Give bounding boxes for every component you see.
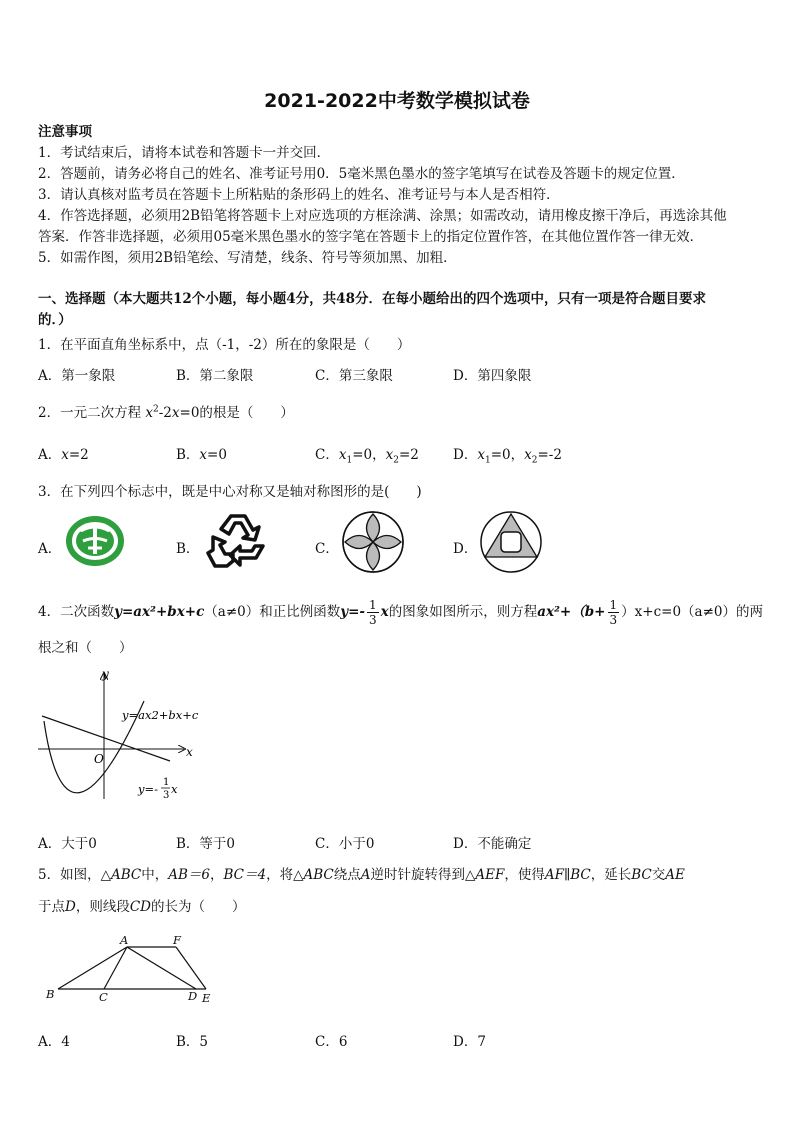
- green-food-logo-icon[interactable]: [64, 514, 126, 568]
- q2-option-d[interactable]: D．$x_1=0$，$x_2=-2$: [453, 447, 562, 466]
- point-b-label: B: [46, 987, 55, 1001]
- q5-option-a[interactable]: A．4: [38, 1034, 70, 1050]
- y-axis-label: y: [102, 667, 109, 681]
- q5-option-c[interactable]: C．6: [315, 1034, 348, 1050]
- q2-option-b[interactable]: B．x=0: [176, 447, 227, 463]
- q5-triangle-figure: [40, 930, 220, 1006]
- section-heading-cont: 的．）: [38, 312, 72, 328]
- q4-option-b[interactable]: B．等于0: [176, 836, 236, 852]
- q3-option-a[interactable]: A．: [38, 541, 62, 557]
- line-label-a: y=-: [138, 782, 159, 796]
- page-title: 2021-2022中考数学模拟试卷: [264, 90, 530, 112]
- question-1-stem: 1．在平面直角坐标系中，点（-1，-2）所在的象限是（ ）: [38, 337, 411, 353]
- q5-option-b[interactable]: B．5: [176, 1034, 209, 1050]
- notice-item-4: 4．作答选择题，必须用2B铅笔将答题卡上对应选项的方框涂满、涂黑；如需改动，请用橡皮擦干净后，再选涂其他: [38, 208, 727, 224]
- q4-option-c[interactable]: C．小于0: [315, 836, 375, 852]
- q5-option-d[interactable]: D．7: [453, 1034, 486, 1050]
- point-d-label: D: [188, 989, 198, 1003]
- point-c-label: C: [99, 990, 108, 1004]
- q1-option-a[interactable]: A．第一象限: [38, 368, 116, 384]
- four-petal-circle-logo-icon[interactable]: [340, 510, 406, 574]
- parabola-label: y=ax2+bx+c: [122, 708, 199, 722]
- question-4-stem: 4．二次函数y=ax²+bx+c（a≠0）和正比例函数y=- $\frac{1}{3}$ x的图象如图所示，则方程ax²+（b+ $\frac{1}{3}$ ）x+c=0（a≠0）的两: [38, 598, 763, 627]
- notice-heading: 注意事项: [38, 124, 92, 140]
- q1-option-d[interactable]: D．第四象限: [453, 368, 532, 384]
- q2-option-a[interactable]: A．x=2: [38, 447, 89, 463]
- q1-option-b[interactable]: B．第二象限: [176, 368, 254, 384]
- q3-option-d[interactable]: D．: [453, 541, 478, 557]
- triangle-in-circle-logo-icon[interactable]: [478, 510, 544, 574]
- line-label-b: x: [171, 782, 178, 796]
- notice-item-4-cont: 答案．作答非选择题，必须用05毫米黑色墨水的签字笔在答题卡上的指定位置作答，在其他位置作答一律无效．: [38, 229, 704, 245]
- q1-option-c[interactable]: C．第三象限: [315, 368, 393, 384]
- question-4-stem-cont: 根之和（ ）: [38, 640, 133, 656]
- q3-option-b[interactable]: B．: [176, 541, 200, 557]
- line-label-num: 1: [163, 777, 170, 788]
- q4-option-a[interactable]: A．大于0: [38, 836, 97, 852]
- q4-function-graph: [36, 664, 206, 804]
- origin-label: O: [94, 752, 104, 766]
- q2-option-c[interactable]: C．$x_1=0$，$x_2=2$: [315, 447, 419, 466]
- recycle-logo-icon[interactable]: [205, 510, 271, 572]
- x-axis-label: x: [186, 745, 193, 759]
- notice-item-5: 5．如需作图，须用2B铅笔绘、写清楚，线条、符号等须加黑、加粗．: [38, 250, 457, 266]
- notice-item-1: 1．考试结束后，请将本试卷和答题卡一并交回．: [38, 145, 331, 161]
- notice-item-2: 2．答题前，请务必将自己的姓名、准考证号用0．5毫米黑色墨水的签字笔填写在试卷及答题卡的规定位置．: [38, 166, 685, 182]
- point-f-label: F: [173, 933, 181, 947]
- point-a-label: A: [120, 933, 129, 947]
- question-5-stem-cont: 于点D，则线段CD的长为（ ）: [38, 899, 246, 915]
- question-2-stem: 2．一元二次方程 $x^2-2x=0$的根是（ ）: [38, 404, 294, 421]
- line-label-den: 3: [163, 790, 170, 801]
- section-heading: 一、选择题（本大题共12个小题，每小题4分，共48分．在每小题给出的四个选项中，只有一项是符合题目要求: [38, 291, 706, 307]
- notice-item-3: 3．请认真核对监考员在答题卡上所粘贴的条形码上的姓名、准考证号与本人是否相符．: [38, 187, 560, 203]
- question-5-stem: 5．如图，△ABC中，AB＝6，BC＝4，将△ABC绕点A逆时针旋转得到△AEF，使得AF∥BC，延长BC交AE: [38, 867, 685, 883]
- fraction-one-third-2: $\frac{1}{3}$: [609, 598, 618, 627]
- point-e-label: E: [202, 991, 211, 1005]
- q4-option-d[interactable]: D．不能确定: [453, 836, 532, 852]
- q3-option-c[interactable]: C．: [315, 541, 339, 557]
- question-3-stem: 3．在下列四个标志中，既是中心对称又是轴对称图形的是( ): [38, 484, 422, 500]
- fraction-one-third: $\frac{1}{3}$: [369, 598, 377, 627]
